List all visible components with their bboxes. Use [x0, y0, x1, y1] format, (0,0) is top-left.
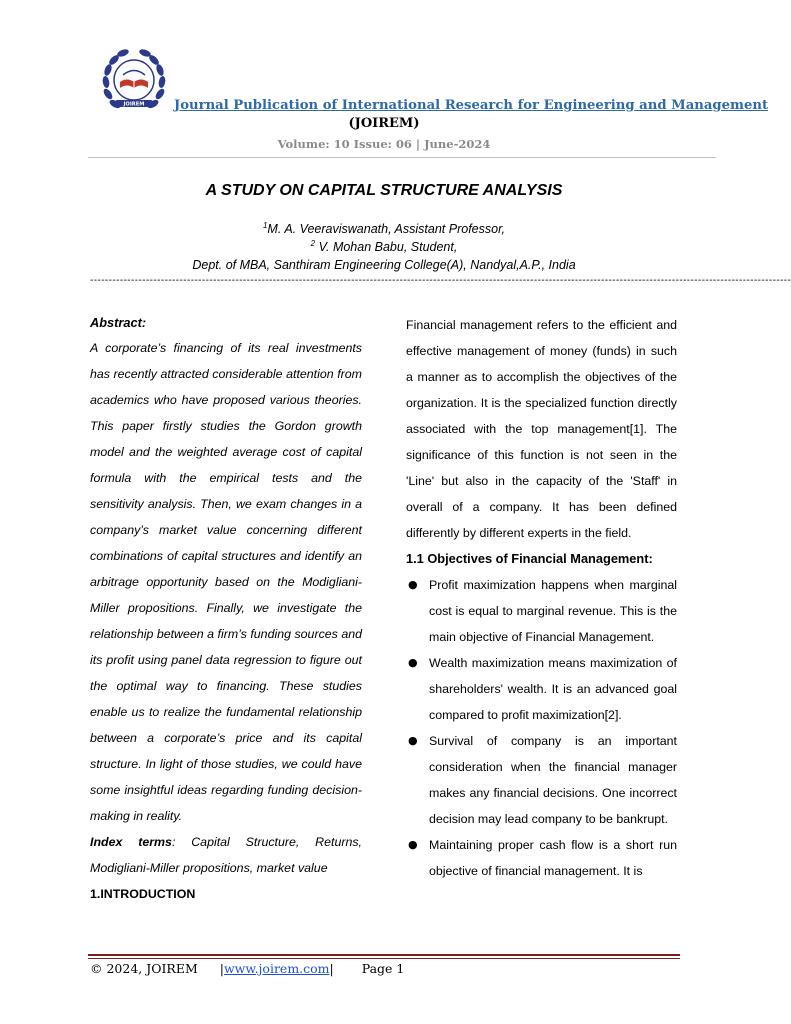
bullet-icon: ●	[408, 734, 418, 747]
index-terms	[90, 829, 362, 881]
list-item	[406, 728, 677, 832]
dashed-separator: --------------------------------------------------------------------------------------------------------------------------------------------------------------------------------------------	[90, 275, 791, 286]
objective-text: Maintaining proper cash flow is a short run objective of financial management. It is	[429, 838, 677, 878]
logo-text: JOIREM	[123, 101, 145, 108]
footer-separator: |	[329, 961, 334, 976]
author-1	[0, 221, 768, 236]
header-divider	[88, 157, 716, 158]
abstract-text: A corporate’s financing of its real investments has recently attracted considerable attention from academics who have proposed various theories. This paper firstly studies the Gordon growth model and the weighted average cost of capital formula with the empirical tests and the sensitivity analysis. Then, we exam changes in a company’s market value concerning different combinations of capital structures and identify an arbitrage opportunity based on the Modigliani-Miller propositions. Finally, we investigate the relationship between a firm’s funding sources and its profit using panel data regression to figure out the optimal way to financing. These studies enable us to realize the fundamental relationship between a corporate’s price and its capital structure. In light of those studies, we could have some insightful ideas regarding funding decision-making in reality.	[90, 341, 362, 823]
footer-separator: |	[219, 961, 224, 976]
author-1-text: M. A. Veeraviswanath, Assistant Professor,	[267, 222, 506, 237]
objectives-list	[406, 572, 677, 884]
abstract-heading: Abstract:	[90, 315, 147, 330]
author-2-sup: 2	[310, 239, 316, 248]
journal-name-link[interactable]: Journal Publication of International Research for Engineering and Management	[174, 98, 769, 113]
objective-text: Survival of company is an important consideration when the financial manager makes any financial decisions. One incorrect decision may lead company to be bankrupt.	[429, 734, 677, 826]
list-item	[406, 572, 677, 650]
introduction-heading: 1.INTRODUCTION	[90, 887, 196, 901]
journal-abbreviation: (JOIREM)	[348, 116, 420, 131]
footer-website-link[interactable]: www.joirem.com	[223, 961, 330, 976]
footer-divider-thin	[88, 958, 680, 959]
list-item	[406, 832, 677, 884]
footer-copyright: © 2024, JOIREM	[90, 961, 198, 976]
journal-logo	[96, 42, 172, 118]
bullet-icon: ●	[408, 578, 418, 591]
objectives-heading: 1.1 Objectives of Financial Management:	[406, 551, 653, 566]
list-item	[406, 650, 677, 728]
footer-page-number: Page 1	[361, 961, 405, 976]
bullet-icon: ●	[408, 656, 418, 669]
issue-line: Volume: 10 Issue: 06 | June-2024	[277, 137, 491, 151]
introduction-paragraph: Financial management refers to the efficient and effective management of money (funds) in such a manner as to accomplish the objectives of the organization. It is the specialized function directly associated with the top management[1]. The significance of this function is not seen in the 'Line' but also in the capacity of the 'Staff' in overall of a company. It has been defined differently by different experts in the field.	[406, 318, 677, 540]
author-1-sup: 1	[262, 221, 268, 230]
footer	[90, 961, 404, 976]
author-2	[0, 239, 768, 254]
affiliation: Dept. of MBA, Santhiram Engineering College(A), Nandyal,A.P., India	[192, 258, 576, 272]
index-terms-text: : Capital Structure, Returns, Modigliani-Miller propositions, market value	[90, 835, 362, 875]
index-terms-label: Index terms	[90, 835, 172, 849]
objective-text: Profit maximization happens when marginal cost is equal to marginal revenue. This is the main objective of Financial Management.	[429, 578, 677, 644]
footer-divider-thick	[88, 954, 680, 956]
author-2-text: V. Mohan Babu, Student,	[315, 240, 458, 255]
bullet-icon: ●	[408, 838, 418, 851]
left-column	[90, 312, 362, 907]
objective-text: Wealth maximization means maximization of shareholders' wealth. It is an advanced goal compared to profit maximization[2].	[429, 656, 677, 722]
paper-title: A STUDY ON CAPITAL STRUCTURE ANALYSIS	[205, 182, 563, 199]
right-column	[406, 312, 677, 884]
